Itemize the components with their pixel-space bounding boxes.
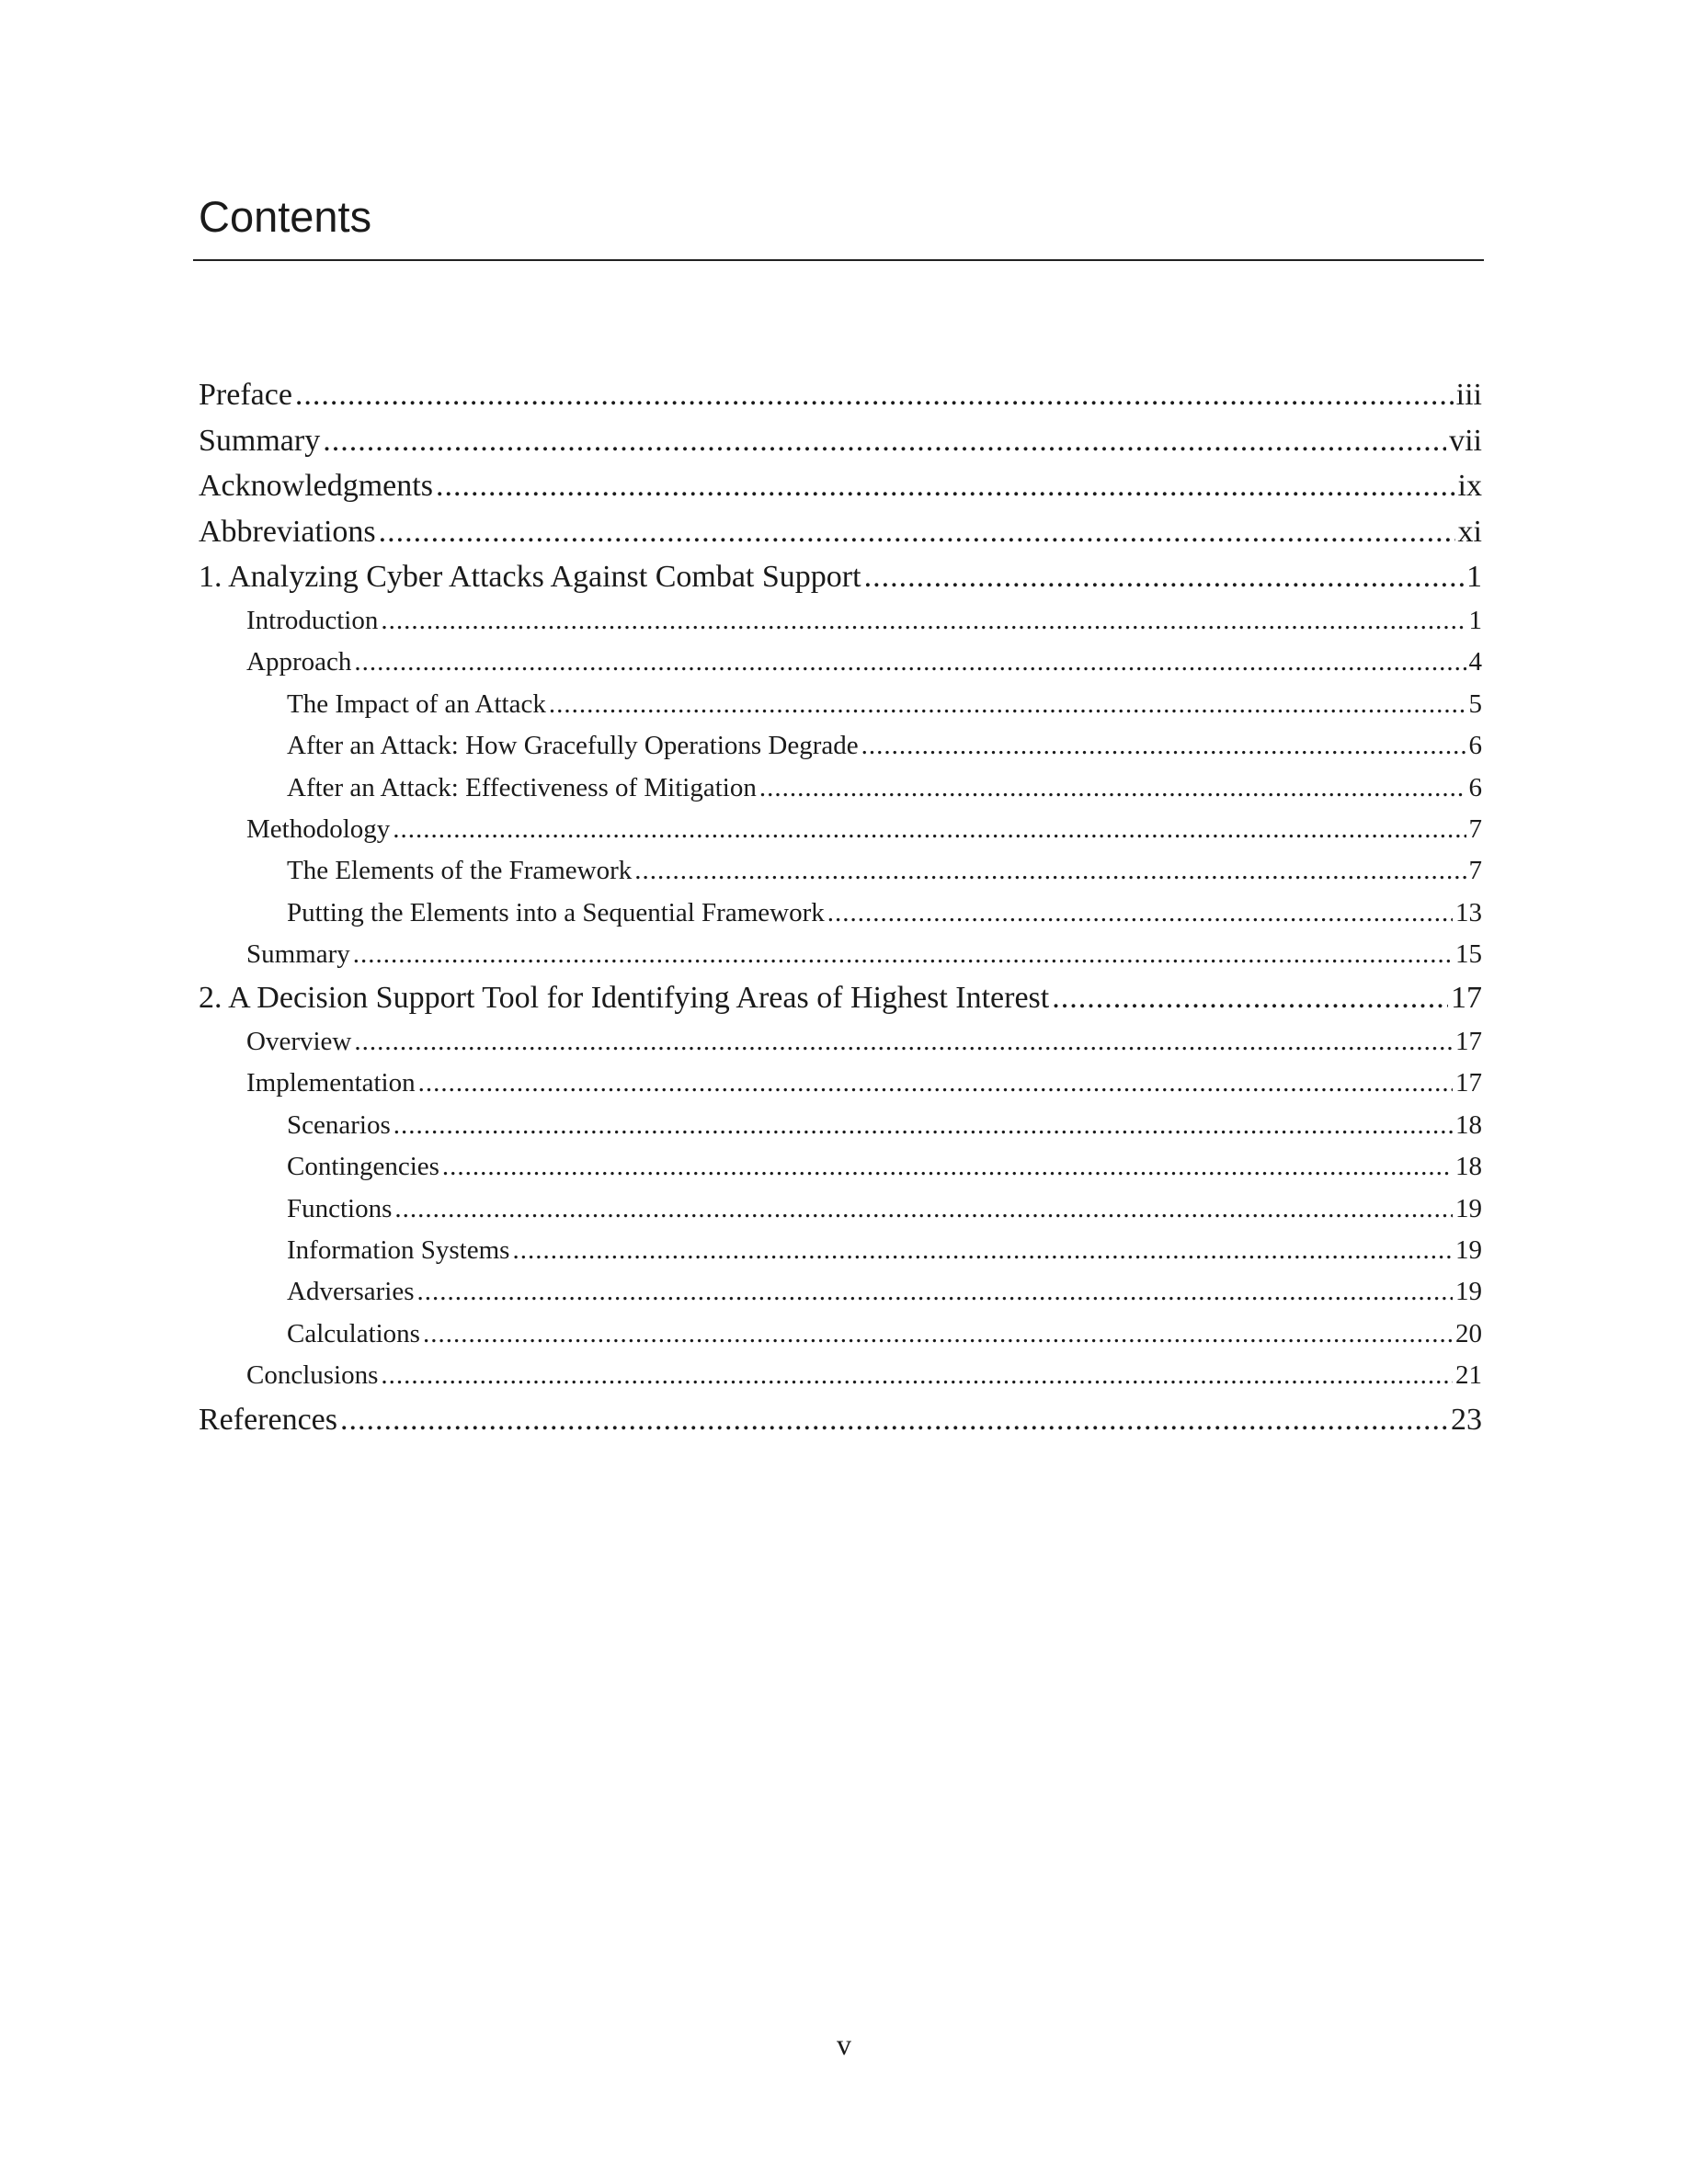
toc-entry-label: Methodology [246,813,391,844]
toc-entry-page-number: 7 [1468,813,1482,844]
toc-entry-label: Acknowledgments [199,469,433,504]
page-title: Contents [199,192,372,241]
toc-entry-label: 1. Analyzing Cyber Attacks Against Combat Support [199,560,861,595]
toc-entry-label: Implementation [246,1068,416,1098]
toc-entry[interactable] [199,1189,1482,1230]
toc-entry-page-number: 21 [1455,1360,1482,1391]
toc-entry[interactable] [199,372,1482,418]
toc-entry[interactable] [199,554,1482,600]
toc-entry[interactable] [199,809,1482,850]
toc-entry[interactable] [199,850,1482,892]
toc-entry-page-number: 19 [1455,1277,1482,1307]
toc-entry-page-number: 19 [1455,1235,1482,1266]
toc-entry[interactable] [199,893,1482,934]
toc-entry-label: Overview [246,1027,352,1057]
dot-leader [340,1397,1448,1443]
dot-leader [512,1230,1453,1271]
toc-entry-page-number: 23 [1451,1402,1482,1437]
toc-entry-page-number: 6 [1468,731,1482,761]
dot-leader [1052,975,1448,1021]
toc-entry-page-number: vii [1449,423,1482,458]
toc-entry-label: After an Attack: Effectiveness of Mitigation [287,772,757,802]
dot-leader [417,1271,1453,1313]
dot-leader [442,1146,1453,1188]
toc-entry-label: Calculations [287,1318,420,1348]
toc-entry-page-number: 15 [1455,939,1482,970]
dot-leader [861,725,1466,767]
toc-entry-label: Abbreviations [199,514,376,549]
toc-entry-page-number: 4 [1468,647,1482,677]
toc-entry[interactable] [199,463,1482,509]
page-number: v [837,2028,851,2061]
toc-entry-page-number: 18 [1455,1152,1482,1182]
toc-entry-page-number: 6 [1468,772,1482,802]
dot-leader [381,600,1466,642]
toc-entry-page-number: 17 [1451,981,1482,1016]
dot-leader [393,809,1466,850]
toc-entry-page-number: iii [1455,378,1482,412]
toc-entry-page-number: 5 [1468,688,1482,719]
dot-leader [436,463,1455,509]
toc-entry[interactable] [199,768,1482,809]
toc-entry-page-number: 7 [1468,856,1482,886]
toc-entry-label: Summary [246,939,350,970]
table-of-contents [199,372,1482,1442]
dot-leader [864,554,1464,600]
toc-entry[interactable] [199,509,1482,555]
toc-entry[interactable] [199,1063,1482,1104]
dot-leader [323,418,1446,464]
toc-entry[interactable] [199,1021,1482,1063]
dot-leader [394,1189,1453,1230]
toc-entry-label: Information Systems [287,1235,510,1266]
toc-entry[interactable] [199,975,1482,1021]
toc-entry-label: Adversaries [287,1277,415,1307]
dot-leader [354,1021,1453,1063]
toc-entry-label: Contingencies [287,1152,439,1182]
toc-entry[interactable] [199,1271,1482,1313]
toc-entry-label: Conclusions [246,1360,379,1391]
toc-entry-label: 2. A Decision Support Tool for Identifying Areas of Highest Interest [199,981,1050,1016]
dot-leader [549,684,1466,725]
dot-leader [634,850,1466,892]
toc-entry-page-number: 17 [1455,1068,1482,1098]
toc-entry[interactable] [199,1355,1482,1396]
toc-entry-page-number: 19 [1455,1193,1482,1223]
dot-leader [381,1355,1453,1396]
toc-entry[interactable] [199,934,1482,975]
toc-entry[interactable] [199,600,1482,642]
toc-entry-label: Summary [199,423,321,458]
toc-entry-label: Introduction [246,605,379,635]
toc-entry-page-number: 18 [1455,1109,1482,1140]
toc-entry-label: The Elements of the Framework [287,856,633,886]
dot-leader [418,1063,1453,1104]
dot-leader [353,934,1453,975]
dot-leader [423,1314,1453,1355]
toc-entry[interactable] [199,1397,1482,1443]
dot-leader [393,1105,1453,1146]
toc-entry-label: Putting the Elements into a Sequential Framework [287,897,825,927]
dot-leader [759,768,1466,809]
toc-entry[interactable] [199,1105,1482,1146]
dot-leader [379,509,1455,555]
toc-entry-label: Scenarios [287,1109,391,1140]
title-divider [193,259,1484,261]
toc-entry-page-number: 20 [1455,1318,1482,1348]
toc-entry-page-number: xi [1457,514,1482,549]
toc-entry-page-number: ix [1457,469,1482,504]
toc-entry-label: References [199,1402,338,1437]
toc-entry-page-number: 13 [1455,897,1482,927]
toc-entry[interactable] [199,725,1482,767]
toc-entry[interactable] [199,642,1482,683]
dot-leader [295,372,1454,418]
toc-entry-label: Preface [199,378,292,412]
toc-entry-page-number: 1 [1466,560,1482,595]
toc-entry-label: Approach [246,647,352,677]
toc-entry[interactable] [199,684,1482,725]
toc-entry-page-number: 1 [1468,605,1482,635]
toc-entry[interactable] [199,1146,1482,1188]
toc-entry-label: The Impact of an Attack [287,688,546,719]
dot-leader [354,642,1466,683]
toc-entry[interactable] [199,1230,1482,1271]
toc-entry[interactable] [199,418,1482,464]
toc-entry-page-number: 17 [1455,1027,1482,1057]
toc-entry[interactable] [199,1314,1482,1355]
toc-entry-label: After an Attack: How Gracefully Operations Degrade [287,731,859,761]
toc-entry-label: Functions [287,1193,393,1223]
dot-leader [827,893,1453,934]
